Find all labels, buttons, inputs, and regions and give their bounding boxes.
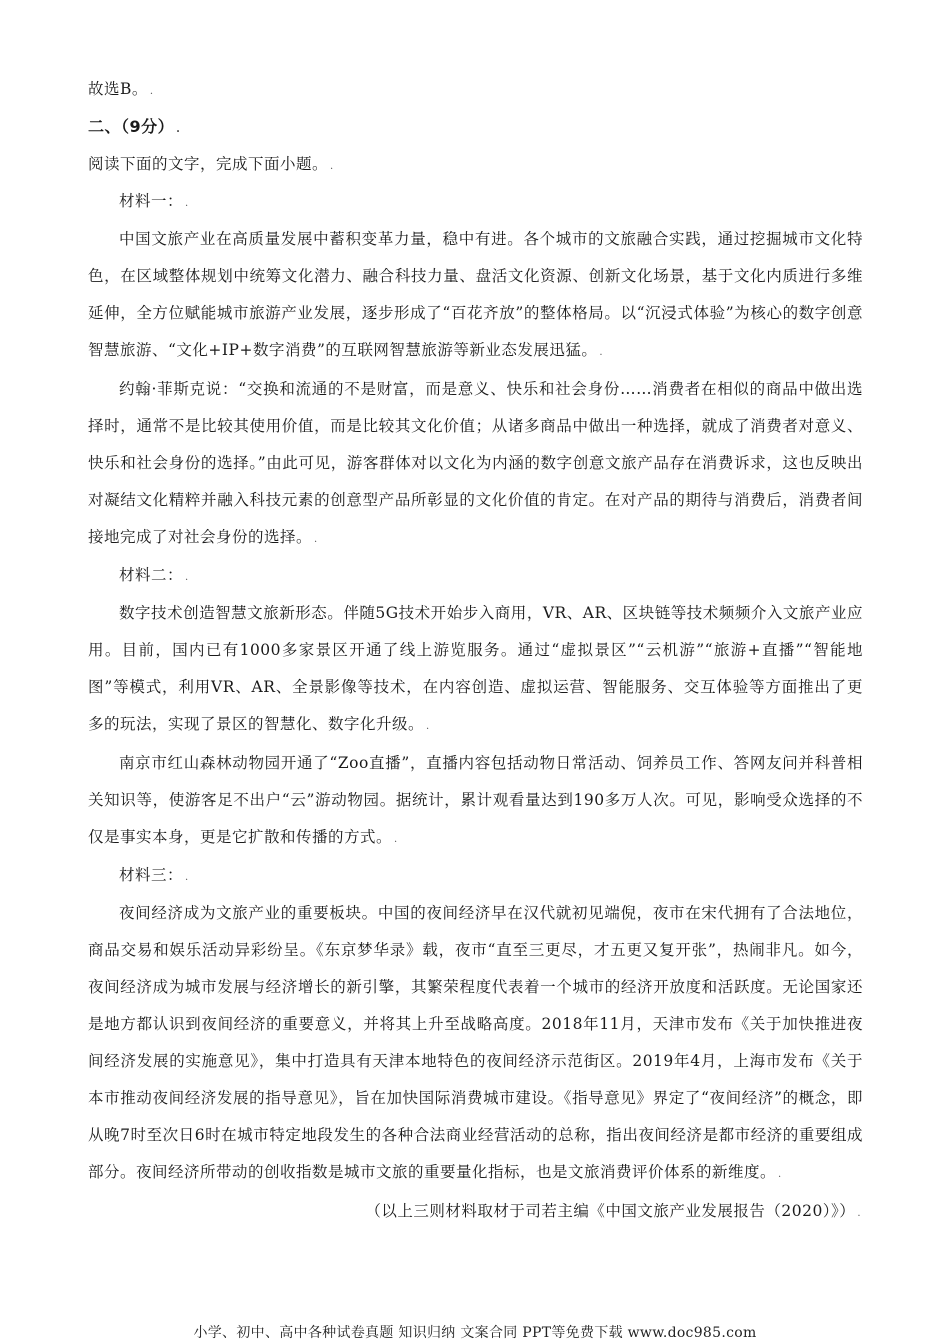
material-2-label: 材料二： . xyxy=(119,566,189,584)
material-1-paragraph-2: 约翰·菲斯克说：“交换和流通的不是财富，而是意义、快乐和社会身份……消费者在相似的商品中做出选择时，通常不是比较其使用价值，而是比较其文化价值；从诸多商品中做出一种选择，就成了消费者对意义、快乐和社会身份的选择。”由此可见，游客群体对以文化为内涵的数字创意文旅产品存在消费诉求，这也反映出对凝结文化精粹并融入科技元素的创意型产品所彰显的文化价值的肯定。在对产品的期待与消费后，消费者间接地完成了对社会身份的选择。 . xyxy=(88,380,863,546)
instruction: 阅读下面的文字，完成下面小题。 . xyxy=(88,155,334,173)
answer-line: 故选B。 . xyxy=(88,80,154,98)
material-3-paragraph-1: 夜间经济成为文旅产业的重要板块。中国的夜间经济早在汉代就初见端倪，夜市在宋代拥有了合法地位，商品交易和娱乐活动异彩纷呈。《东京梦华录》载，夜市“直至三更尽，才五更又复开张”，热闹非凡。如今，夜间经济成为城市发展与经济增长的新引擎，其繁荣程度代表着一个城市的经济开放度和活跃度。无论国家还是地方都认识到夜间经济的重要意义，并将其上升至战略高度。2018年11月，天津市发布《关于加快推进夜间经济发展的实施意见》，集中打造具有天津本地特色的夜间经济示范街区。2019年4月，上海市发布《关于本市推动夜间经济发展的指导意见》，旨在加快国际消费城市建设。《指导意见》界定了“夜间经济”的概念，即从晚7时至次日6时在城市特定地段发生的各种合法商业经营活动的总称，指出夜间经济是都市经济的重要组成部分。夜间经济所带动的创收指数是城市文旅的重要量化指标，也是文旅消费评价体系的新维度。 . xyxy=(88,904,863,1181)
section-heading: 二、（9分） . xyxy=(88,117,181,136)
material-1-label: 材料一： . xyxy=(119,192,189,210)
material-1-paragraph-1: 中国文旅产业在高质量发展中蓄积变革力量，稳中有进。各个城市的文旅融合实践，通过挖掘城市文化特色，在区域整体规划中统筹文化潜力、融合科技力量、盘活文化资源、创新文化场景，基于文化内质进行多维延伸，全方位赋能城市旅游产业发展，逐步形成了“百花齐放”的整体格局。以“沉浸式体验”为核心的数字创意智慧旅游、“文化+IP+数字消费”的互联网智慧旅游等新业态发展迅猛。 . xyxy=(88,230,863,359)
material-3-label: 材料三： . xyxy=(119,866,189,884)
material-2-paragraph-1: 数字技术创造智慧文旅新形态。伴随5G技术开始步入商用，VR、AR、区块链等技术频频介入文旅产业应用。目前，国内已有1000多家景区开通了线上游览服务。通过“虚拟景区”“云机游”“旅游+直播”“智能地图”等模式，利用VR、AR、全景影像等技术，在内容创造、虚拟运营、智能服务、交互体验等方面推出了更多的玩法，实现了景区的智慧化、数字化升级。 . xyxy=(88,604,863,733)
document-page xyxy=(88,72,863,1232)
page-footer: 小学、初中、高中各种试卷真题 知识归纳 文案合同 PPT等免费下载 www.doc985.com xyxy=(193,1325,757,1341)
material-2-paragraph-2: 南京市红山森林动物园开通了“Zoo直播”，直播内容包括动物日常活动、饲养员工作、答网友问并科普相关知识等，使游客足不出户“云”游动物园。据统计，累计观看量达到190多万人次。可见，影响受众选择的不仅是事实本身，更是它扩散和传播的方式。 . xyxy=(88,754,863,846)
source-note: （以上三则材料取材于司若主编《中国文旅产业发展报告（2020）》） . xyxy=(365,1202,861,1220)
